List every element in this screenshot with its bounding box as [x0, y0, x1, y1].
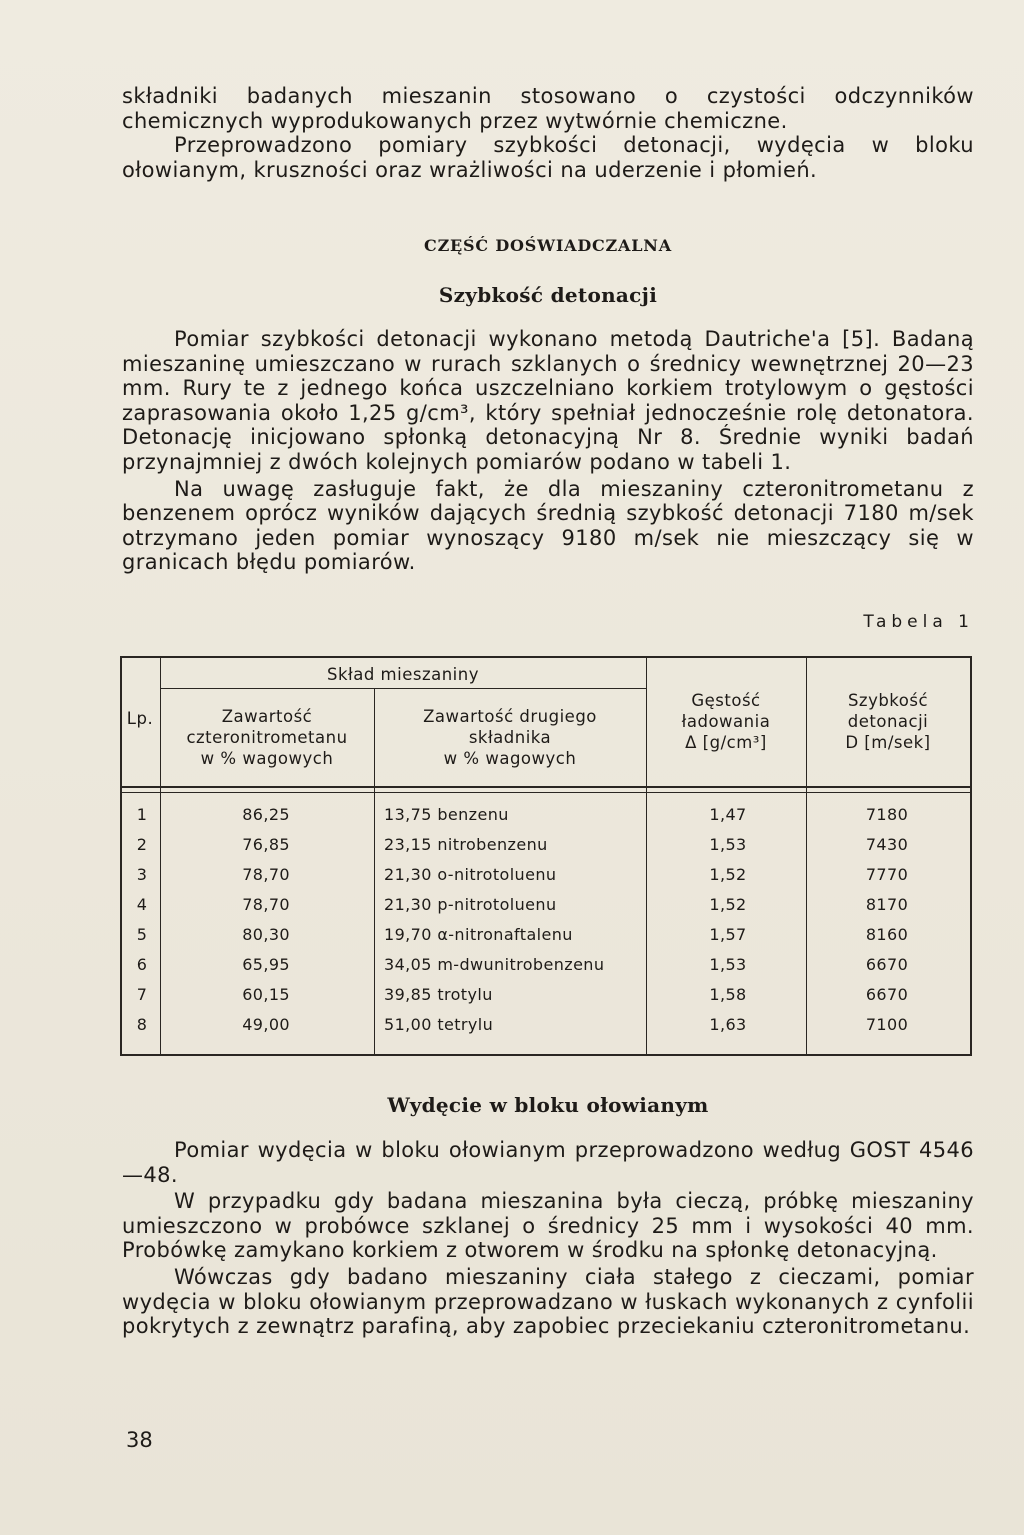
row-second-component — [384, 895, 644, 914]
row-velocity: 7180 — [865, 805, 909, 824]
row-lp: 3 — [136, 865, 148, 884]
row-density: 1,52 — [709, 895, 747, 914]
row-tetranitromethane: 80,30 — [242, 925, 290, 944]
table-label: Tabela 1 — [863, 612, 974, 632]
row-tetranitromethane: 86,25 — [242, 805, 290, 824]
second-component-value: 21,30 — [384, 895, 432, 914]
lead-block-text — [122, 1138, 974, 1339]
second-component-name: tetrylu — [437, 1015, 494, 1034]
row-lp: 6 — [136, 955, 148, 974]
row-density: 1,58 — [709, 985, 747, 1004]
second-component-name: α-nitronaftalenu — [437, 925, 573, 944]
row-velocity: 7100 — [865, 1015, 909, 1034]
row-density: 1,53 — [709, 835, 747, 854]
row-velocity: 8160 — [865, 925, 909, 944]
row-tetranitromethane: 78,70 — [242, 865, 290, 884]
row-lp: 4 — [136, 895, 148, 914]
row-density: 1,53 — [709, 955, 747, 974]
detonation-paragraph-1: Pomiar szybkości detonacji wykonano metodą Dautriche'a [5]. Badaną mieszaninę umieszczano w rurach szklanych o średnicy wewnętrznej 20—23 mm. Rury te z jednego końca uszczelniano korkiem trotylowym o gęstości zaprasowania około 1,25 g/cm³, który spełniał jednocześnie rolę detonatora. Detonację inicjowano spłonką detonacyjną Nr 8. Średnie wyniki badań przynajmniej z dwóch kolejnych pomiarów podano w tabeli 1. — [122, 327, 974, 474]
row-density: 1,52 — [709, 865, 747, 884]
page-number: 38 — [126, 1428, 153, 1452]
row-tetranitromethane: 76,85 — [242, 835, 290, 854]
second-component-value: 39,85 — [384, 985, 432, 1004]
second-component-value: 19,70 — [384, 925, 432, 944]
second-component-name: nitrobenzenu — [437, 835, 548, 854]
row-lp: 7 — [136, 985, 148, 1004]
row-lp: 2 — [136, 835, 148, 854]
row-second-component — [384, 1015, 644, 1034]
results-table — [120, 656, 976, 1056]
row-tetranitromethane: 60,15 — [242, 985, 290, 1004]
row-tetranitromethane: 78,70 — [242, 895, 290, 914]
detonation-paragraph-2: Na uwagę zasługuje fakt, że dla mieszaniny czteronitrometanu z benzenem oprócz wyników dających średnią szybkość detonacji 7180 m/sek otrzymano jeden pomiar wynoszący 9180 m/sek nie mieszczący się w granicach błędu pomiarów. — [122, 476, 974, 575]
row-velocity: 6670 — [865, 985, 909, 1004]
row-second-component — [384, 835, 644, 854]
row-velocity: 7430 — [865, 835, 909, 854]
row-density: 1,47 — [709, 805, 747, 824]
row-density: 1,63 — [709, 1015, 747, 1034]
second-component-value: 21,30 — [384, 865, 432, 884]
row-tetranitromethane: 49,00 — [242, 1015, 290, 1034]
header-col-d: Szybkość detonacji D [m/sek] — [845, 691, 931, 752]
header-col-b: Zawartość drugiego składnika w % wagowych — [423, 707, 597, 768]
second-component-name: benzenu — [437, 805, 509, 824]
row-lp: 8 — [136, 1015, 148, 1034]
intro-paragraph-1: składniki badanych mieszanin stosowano o czystości odczynników chemicznych wyprodukowanych przez wytwórnie chemiczne. — [122, 84, 974, 133]
lead-block-paragraph-3: Wówczas gdy badano mieszaniny ciała stałego z cieczami, pomiar wydęcia w bloku ołowianym przeprowadzano w łuskach wykonanych z cynfolii pokrytych z zewnątrz parafiną, aby zapobiec przeciekaniu czteronitrometanu. — [122, 1264, 974, 1339]
second-component-name: p-nitrotoluenu — [437, 895, 557, 914]
detonation-text — [122, 327, 974, 575]
row-second-component — [384, 865, 644, 884]
row-velocity: 7770 — [865, 865, 909, 884]
row-velocity: 8170 — [865, 895, 909, 914]
row-velocity: 6670 — [865, 955, 909, 974]
second-component-name: o-nitrotoluenu — [437, 865, 557, 884]
header-lp: Lp. — [126, 709, 154, 728]
header-col-c: Gęstość ładowania Δ [g/cm³] — [681, 691, 771, 752]
row-second-component — [384, 805, 644, 824]
row-lp: 5 — [136, 925, 148, 944]
intro-text — [122, 84, 974, 182]
lead-block-paragraph-2: W przypadku gdy badana mieszanina była cieczą, próbkę mieszaniny umieszczono w probówce szklanej o średnicy 25 mm i wysokości 40 mm. Probówkę zamykano korkiem z otworem w środku na spłonkę detonacyjną. — [122, 1189, 974, 1263]
subsection-title-lead-block: Wydęcie w bloku ołowianym — [387, 1093, 709, 1117]
row-second-component — [384, 985, 644, 1004]
row-second-component — [384, 955, 644, 974]
second-component-name: m-dwunitrobenzenu — [437, 955, 605, 974]
subsection-title-detonation: Szybkość detonacji — [438, 283, 658, 307]
intro-paragraph-2: Przeprowadzono pomiary szybkości detonacji, wydęcia w bloku ołowianym, kruszności oraz wrażliwości na uderzenie i płomień. — [122, 133, 974, 182]
lead-block-paragraph-1: Pomiar wydęcia w bloku ołowianym przeprowadzono według GOST 4546—48. — [122, 1138, 974, 1187]
second-component-value: 51,00 — [384, 1015, 432, 1034]
second-component-name: trotylu — [437, 985, 493, 1004]
header-composition: Skład mieszaniny — [327, 665, 479, 684]
second-component-value: 13,75 — [384, 805, 432, 824]
row-density: 1,57 — [709, 925, 747, 944]
section-title: CZĘŚĆ DOŚWIADCZALNA — [424, 236, 672, 255]
row-tetranitromethane: 65,95 — [242, 955, 290, 974]
second-component-value: 23,15 — [384, 835, 432, 854]
second-component-value: 34,05 — [384, 955, 432, 974]
header-col-a: Zawartość czteronitrometanu w % wagowych — [186, 707, 348, 768]
row-second-component — [384, 925, 644, 944]
row-lp: 1 — [136, 805, 148, 824]
